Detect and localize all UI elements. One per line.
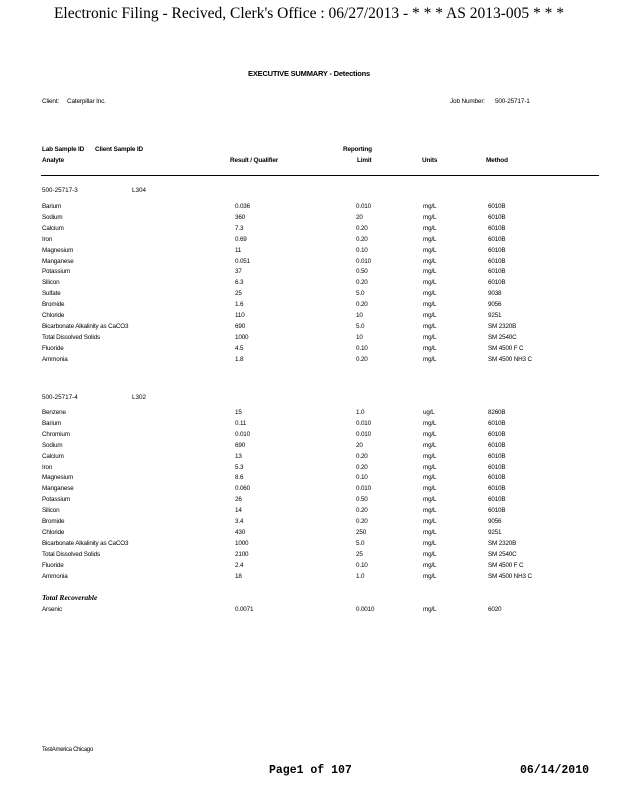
result-cell: 8.6 [235, 474, 244, 482]
table-row [0, 496, 618, 506]
sample-lab-id: 500-25717-3 [42, 187, 78, 194]
result-cell: 5.3 [235, 463, 244, 471]
table-row [0, 409, 618, 419]
table-row [0, 323, 618, 333]
result-cell: 2.4 [235, 561, 244, 569]
analyte-cell: Magnesium [42, 474, 74, 482]
method-cell: SM 4500 NH3 C [488, 355, 532, 363]
limit-cell: 0.10 [356, 344, 368, 352]
method-cell: 9056 [488, 518, 502, 525]
analyte-cell: Bromide [42, 301, 65, 309]
method-cell: SM 4500 F C [488, 344, 524, 352]
method-cell: 6010B [488, 213, 506, 221]
limit-cell: 0.20 [356, 224, 368, 232]
analyte-cell: Barium [42, 203, 62, 210]
method-cell: 6010B [488, 507, 506, 515]
limit-cell: 0.20 [356, 507, 368, 515]
result-cell: 690 [235, 322, 246, 330]
limit-cell: 0.20 [356, 452, 368, 460]
method-cell: 6010B [488, 268, 506, 276]
method-cell: 6010B [488, 203, 506, 210]
method-cell: SM 2540C [488, 550, 517, 558]
limit-cell: 0.010 [356, 257, 372, 265]
result-cell: 690 [235, 441, 246, 449]
analyte-cell: Ammonia [42, 355, 68, 363]
method-cell: 6010B [488, 441, 506, 449]
limit-cell: 5.0 [356, 322, 365, 330]
limit-cell: 1.0 [356, 572, 365, 580]
table-row [0, 258, 618, 268]
method-cell: 9251 [488, 528, 502, 536]
units-cell: mg/L [423, 485, 437, 493]
limit-cell: 5.0 [356, 539, 365, 547]
units-cell: mg/L [423, 235, 437, 243]
result-cell: 7.3 [235, 224, 244, 232]
table-row [0, 301, 618, 311]
method-cell: 6010B [488, 279, 506, 287]
result-cell: 14 [235, 507, 242, 515]
method-cell: 6010B [488, 419, 506, 427]
units-cell: mg/L [423, 507, 437, 515]
job-number-value: 500-25717-1 [495, 98, 530, 105]
units-cell: mg/L [423, 528, 437, 536]
table-row [0, 442, 618, 452]
units-cell: mg/L [423, 224, 437, 232]
method-cell: 6010B [488, 474, 506, 482]
table-row [0, 420, 618, 430]
analyte-cell: Sulfate [42, 290, 61, 298]
units-cell: mg/L [423, 452, 437, 460]
result-cell: 4.5 [235, 344, 244, 352]
result-cell: 1.6 [235, 301, 244, 309]
method-cell: 9038 [488, 290, 502, 298]
limit-cell: 5.0 [356, 290, 365, 298]
limit-cell: 25 [356, 550, 363, 558]
limit-cell: 10 [356, 333, 363, 341]
analyte-cell: Iron [42, 235, 53, 243]
units-cell: mg/L [423, 257, 437, 265]
limit-cell: 0.10 [356, 474, 368, 482]
table-row [0, 268, 618, 278]
method-cell: 6010B [488, 463, 506, 471]
analyte-cell: Silicon [42, 507, 60, 515]
table-row [0, 225, 618, 235]
analyte-cell: Potassium [42, 268, 71, 276]
method-cell: 6010B [488, 246, 506, 254]
method-cell: SM 4500 NH3 C [488, 572, 532, 580]
units-cell: mg/L [423, 355, 437, 363]
table-row [0, 431, 618, 441]
analyte-cell: Chromium [42, 430, 70, 438]
method-cell: SM 2320B [488, 539, 517, 547]
method-cell: 6010B [488, 235, 506, 243]
limit-cell: 0.20 [356, 235, 368, 243]
result-cell: 1.8 [235, 355, 244, 363]
result-cell: 11 [235, 246, 242, 254]
result-cell: 0.051 [235, 257, 251, 265]
sample-client-id: L304 [132, 187, 147, 194]
result-cell: 0.0071 [235, 606, 254, 613]
units-cell: mg/L [423, 213, 437, 221]
units-cell: ug/L [423, 409, 435, 416]
result-cell: 0.69 [235, 235, 247, 243]
table-row [0, 203, 618, 213]
table-row [0, 573, 618, 583]
total-recoverable-heading: Total Recoverable [42, 593, 98, 602]
table-row [0, 474, 618, 484]
result-cell: 26 [235, 496, 242, 504]
method-cell: SM 4500 F C [488, 561, 524, 569]
analyte-cell: Bromide [42, 518, 65, 525]
table-row [0, 334, 618, 344]
limit-cell: 0.20 [356, 463, 368, 471]
client-value: Caterpillar Inc. [67, 98, 106, 105]
analyte-cell: Benzene [42, 409, 66, 416]
col-reporting: Reporting [343, 146, 372, 153]
analyte-cell: Magnesium [42, 246, 74, 254]
table-row [0, 540, 618, 550]
units-cell: mg/L [423, 344, 437, 352]
limit-cell: 0.20 [356, 279, 368, 287]
units-cell: mg/L [423, 333, 437, 341]
client-label: Client: [42, 98, 60, 105]
table-row [0, 312, 618, 322]
analyte-cell: Calcium [42, 452, 64, 460]
table-row [0, 529, 618, 539]
table-row [0, 606, 618, 616]
result-cell: 18 [235, 572, 242, 580]
limit-cell: 10 [356, 312, 363, 319]
analyte-cell: Fluoride [42, 561, 64, 569]
report-date: 06/14/2010 [520, 764, 590, 777]
table-row [0, 485, 618, 495]
method-cell: 6010B [488, 496, 506, 504]
page-number: Page1 of 107 [269, 764, 352, 777]
units-cell: mg/L [423, 246, 437, 254]
units-cell: mg/L [423, 441, 437, 449]
units-cell: mg/L [423, 290, 437, 298]
page-title: EXECUTIVE SUMMARY - Detections [248, 69, 370, 78]
result-cell: 0.060 [235, 485, 251, 493]
analyte-cell: Sodium [42, 441, 63, 449]
units-cell: mg/L [423, 474, 437, 482]
analyte-cell: Chloride [42, 312, 65, 319]
method-cell: 9251 [488, 312, 502, 319]
table-row [0, 518, 618, 528]
units-cell: mg/L [423, 301, 437, 309]
units-cell: mg/L [423, 322, 437, 330]
analyte-cell: Manganese [42, 485, 74, 493]
lab-name: TestAmerica Chicago [42, 747, 93, 753]
units-cell: mg/L [423, 606, 437, 613]
method-cell: 6010B [488, 224, 506, 232]
table-row [0, 214, 618, 224]
result-cell: 3.4 [235, 518, 244, 525]
analyte-cell: Barium [42, 419, 62, 427]
limit-cell: 0.10 [356, 246, 368, 254]
result-cell: 1000 [235, 333, 249, 341]
limit-cell: 0.010 [356, 430, 372, 438]
result-cell: 110 [235, 312, 245, 319]
analyte-cell: Iron [42, 463, 53, 471]
units-cell: mg/L [423, 561, 437, 569]
method-cell: 6010B [488, 452, 506, 460]
header-divider [41, 175, 599, 176]
method-cell: 6010B [488, 430, 506, 438]
result-cell: 430 [235, 528, 246, 536]
result-cell: 6.3 [235, 279, 244, 287]
col-analyte: Analyte [42, 157, 65, 164]
units-cell: mg/L [423, 268, 437, 276]
units-cell: mg/L [423, 463, 437, 471]
limit-cell: 1.0 [356, 409, 365, 416]
analyte-cell: Bicarbonate Alkalinity as CaCO3 [42, 322, 129, 330]
method-cell: 6010B [488, 485, 506, 493]
result-cell: 360 [235, 213, 246, 221]
result-cell: 0.010 [235, 430, 251, 438]
analyte-cell: Ammonia [42, 572, 68, 580]
units-cell: mg/L [423, 203, 437, 210]
col-limit: Limit [357, 157, 372, 164]
units-cell: mg/L [423, 312, 437, 319]
col-client-sample-id: Client Sample ID [95, 146, 144, 153]
col-method: Method [486, 157, 508, 164]
method-cell: 8260B [488, 409, 506, 416]
limit-cell: 0.50 [356, 268, 368, 276]
analyte-cell: Calcium [42, 224, 64, 232]
units-cell: mg/L [423, 572, 437, 580]
table-row [0, 507, 618, 517]
limit-cell: 250 [356, 528, 367, 536]
limit-cell: 20 [356, 441, 363, 449]
limit-cell: 0.10 [356, 561, 368, 569]
analyte-cell: Silicon [42, 279, 60, 287]
col-result: Result / Qualifier [230, 157, 279, 164]
sample-lab-id: 500-25717-4 [42, 394, 78, 401]
limit-cell: 0.0010 [356, 606, 375, 613]
analyte-cell: Total Dissolved Solids [42, 333, 100, 341]
units-cell: mg/L [423, 419, 437, 427]
limit-cell: 0.010 [356, 419, 372, 427]
analyte-cell: Chloride [42, 528, 65, 536]
units-cell: mg/L [423, 518, 437, 525]
col-lab-sample-id: Lab Sample ID [42, 146, 85, 153]
method-cell: 6010B [488, 257, 506, 265]
table-row [0, 551, 618, 561]
limit-cell: 20 [356, 213, 363, 221]
table-row [0, 464, 618, 474]
filing-stamp: Electronic Filing - Recived, Clerk's Office : 06/27/2013 - * * * AS 2013-005 * * * [53, 5, 565, 22]
sample-client-id: L302 [132, 394, 147, 401]
method-cell: SM 2540C [488, 333, 517, 341]
result-cell: 25 [235, 290, 242, 298]
method-cell: SM 2320B [488, 322, 517, 330]
table-row [0, 356, 618, 366]
result-cell: 37 [235, 268, 242, 276]
units-cell: mg/L [423, 496, 437, 504]
method-cell: 6020 [488, 606, 502, 613]
limit-cell: 0.010 [356, 203, 372, 210]
col-units: Units [422, 157, 438, 164]
units-cell: mg/L [423, 279, 437, 287]
table-row [0, 345, 618, 355]
result-cell: 2100 [235, 550, 249, 558]
limit-cell: 0.20 [356, 518, 368, 525]
table-row [0, 453, 618, 463]
result-cell: 0.11 [235, 419, 247, 427]
analyte-cell: Sodium [42, 213, 63, 221]
table-row [0, 247, 618, 257]
result-cell: 1000 [235, 539, 249, 547]
units-cell: mg/L [423, 539, 437, 547]
limit-cell: 0.010 [356, 485, 372, 493]
analyte-cell: Fluoride [42, 344, 64, 352]
analyte-cell: Arsenic [42, 606, 62, 613]
job-number-label: Job Number: [450, 98, 485, 105]
limit-cell: 0.20 [356, 355, 368, 363]
units-cell: mg/L [423, 550, 437, 558]
table-row [0, 236, 618, 246]
table-row [0, 290, 618, 300]
analyte-cell: Bicarbonate Alkalinity as CaCO3 [42, 539, 129, 547]
result-cell: 0.036 [235, 203, 251, 210]
result-cell: 13 [235, 452, 242, 460]
analyte-cell: Total Dissolved Solids [42, 550, 100, 558]
result-cell: 15 [235, 409, 242, 416]
analyte-cell: Potassium [42, 496, 71, 504]
table-row [0, 279, 618, 289]
method-cell: 9056 [488, 301, 502, 309]
analyte-cell: Manganese [42, 257, 74, 265]
table-row [0, 562, 618, 572]
limit-cell: 0.50 [356, 496, 368, 504]
limit-cell: 0.20 [356, 301, 368, 309]
units-cell: mg/L [423, 430, 437, 438]
